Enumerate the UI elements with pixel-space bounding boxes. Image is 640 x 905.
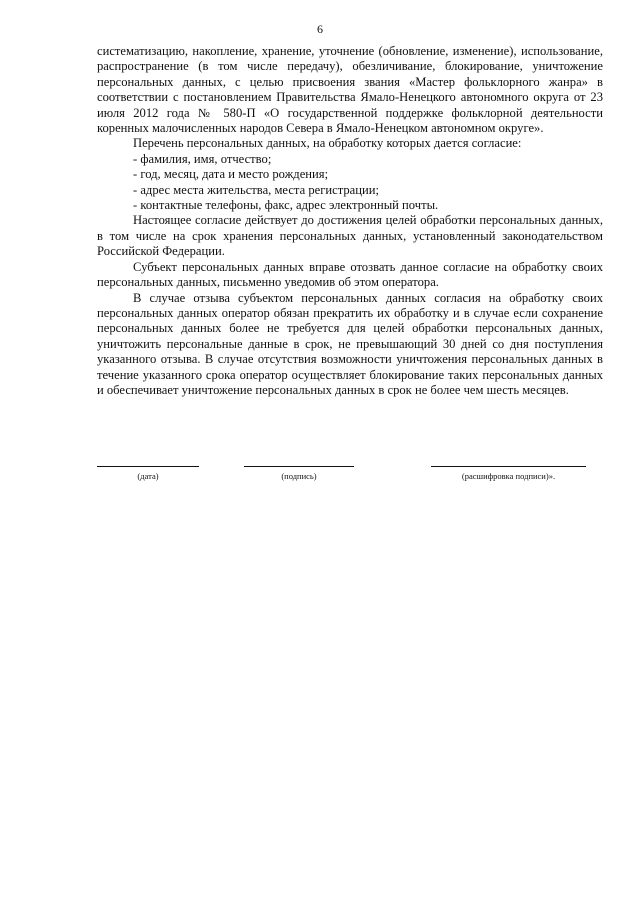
list-item-contacts: - контактные телефоны, факс, адрес электронный почты. (133, 198, 439, 213)
list-item-birth-date: - год, месяц, дата и место рождения; (133, 167, 329, 182)
date-caption: (дата) (137, 471, 159, 481)
signature-row (0, 466, 640, 496)
decoding-line (431, 466, 586, 467)
paragraph-validity: Настоящее согласие действует до достижения целей обработки персональных данных, в том числе на срок хранения персональных данных, установленный законодательством Российской Федерации. (97, 213, 603, 259)
paragraph-revocation-right: Субъект персональных данных вправе отозвать данное согласие на обработку своих персональных данных, письменно уведомив об этом оператора. (97, 259, 603, 290)
paragraph-revocation-procedure: В случае отзыва субъектом персональных данных согласия на обработку своих персональных данных оператор обязан прекратить их обработку и в случае если сохранение персональных данных более не требуется для целей обработки персональных данных, уничтожить персональные данные в срок, не превышающий 30 дней со дня поступления указанного отзыва. В случае отсутствия возможности уничтожения персональных данных в течение указанного срока оператор осуществляет блокирование таких персональных данных и обеспечивает уничтожение персональных данных в срок не более чем шесть месяцев. (97, 290, 603, 397)
date-field (97, 466, 199, 481)
signature-field (244, 466, 354, 481)
decoding-field (431, 466, 586, 481)
paragraph-processing-purpose: систематизацию, накопление, хранение, уточнение (обновление, изменение), использование, распространение (в том числе передачу), обезличивание, блокирование, уничтожение персональных данных, с целью присвоения звания «Мастер фольклорного жанра» в соответствии с постановлением Правительства Ямало-Ненецкого автономного округа от 23 июля 2012 года № 580-П «О государственной поддержке фольклорной деятельности коренных малочисленных народов Севера в Ямало-Ненецком автономном округе». (97, 44, 603, 136)
list-item-address: - адрес места жительства, места регистрации; (133, 182, 379, 197)
paragraph-data-list-intro: Перечень персональных данных, на обработку которых дается согласие: (133, 136, 522, 151)
page-number: 6 (317, 22, 323, 36)
signature-line (244, 466, 354, 467)
date-line (97, 466, 199, 467)
document-body (97, 44, 603, 398)
decoding-caption: (расшифровка подписи)». (461, 471, 556, 481)
signature-caption: (подпись) (281, 471, 317, 481)
list-item-full-name: - фамилия, имя, отчество; (133, 151, 272, 166)
